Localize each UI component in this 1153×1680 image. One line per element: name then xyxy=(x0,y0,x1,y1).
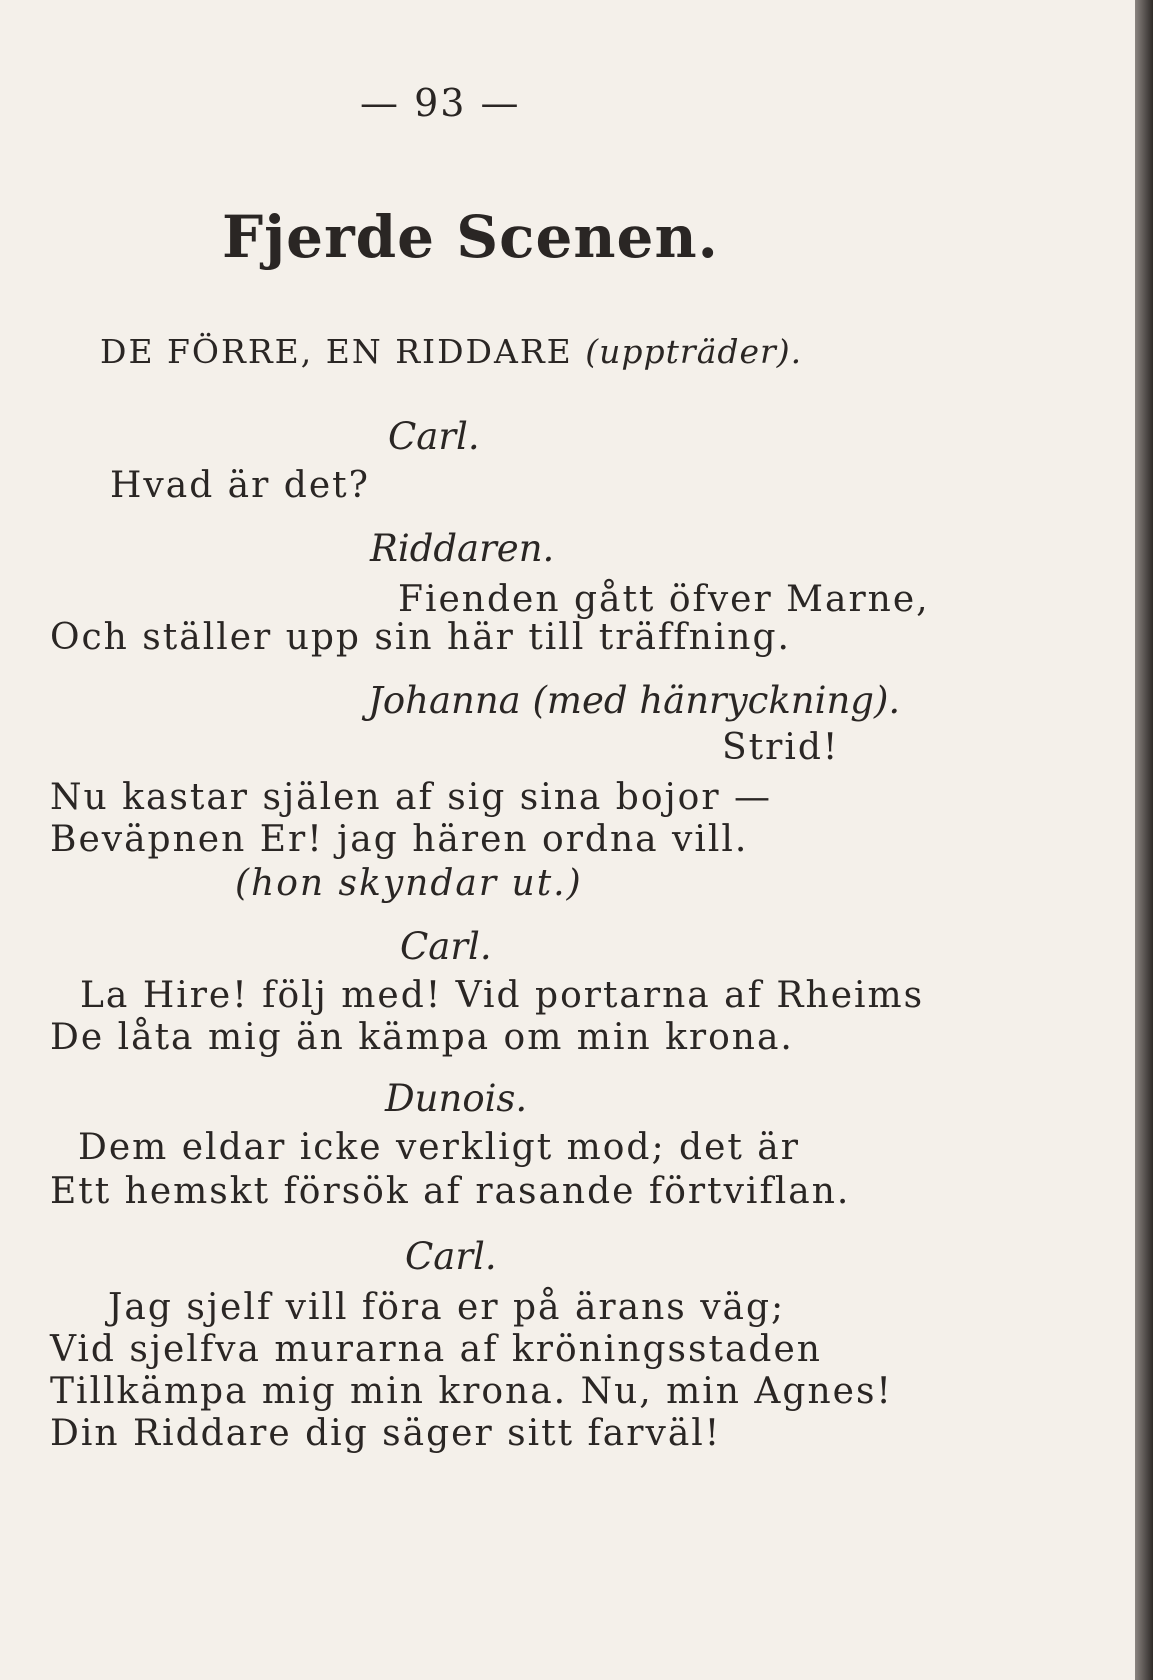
verse-line: Hvad är det? xyxy=(110,465,370,506)
stage-direction: (hon skyndar ut.) xyxy=(235,863,583,904)
verse-line: La Hire! följ med! Vid portarna af Rheims xyxy=(80,975,925,1016)
scene-heading: Fjerde Scenen. xyxy=(222,203,719,271)
verse-line: Nu kastar själen af sig sina bojor — xyxy=(50,777,773,818)
verse-line: Din Riddare dig säger sitt farväl! xyxy=(50,1413,722,1454)
speaker-carl: Carl. xyxy=(388,415,480,458)
verse-line: Beväpnen Er! jag hären ordna vill. xyxy=(50,819,749,860)
verse-line: Strid! xyxy=(722,727,840,768)
page-edge-shadow xyxy=(1135,0,1153,1680)
verse-line: Vid sjelfva murarna af kröningsstaden xyxy=(50,1329,822,1370)
verse-line: Tillkämpa mig min krona. Nu, min Agnes! xyxy=(50,1371,893,1412)
verse-line: Dem eldar icke verkligt mod; det är xyxy=(78,1127,800,1168)
page-number: — 93 — xyxy=(360,81,521,125)
stage-note: (uppträder). xyxy=(585,332,803,371)
verse-line: Ett hemskt försök af rasande förtviflan. xyxy=(50,1171,851,1212)
stage-persons: DE FÖRRE, EN RIDDARE xyxy=(100,332,573,371)
speaker-carl: Carl. xyxy=(400,925,492,968)
verse-line: Fienden gått öfver Marne, xyxy=(398,579,930,620)
speaker-riddaren: Riddaren. xyxy=(370,527,555,570)
verse-line: Jag sjelf vill föra er på ärans väg; xyxy=(108,1287,786,1328)
speaker-carl: Carl. xyxy=(405,1235,497,1278)
speaker-dunois: Dunois. xyxy=(385,1077,528,1120)
stage-direction xyxy=(100,332,803,371)
verse-line: Och ställer upp sin här till träffning. xyxy=(50,617,791,658)
speaker-johanna: Johanna (med hänryckning). xyxy=(368,679,901,722)
verse-line: De låta mig än kämpa om min krona. xyxy=(50,1017,794,1058)
